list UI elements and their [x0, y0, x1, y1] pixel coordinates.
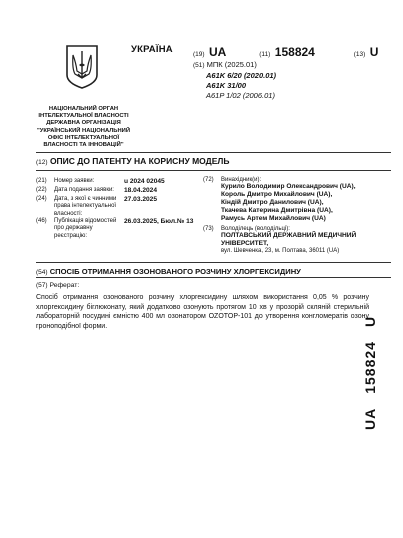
field-value: 27.03.2025	[124, 196, 158, 203]
side-country-code: UA	[362, 407, 378, 430]
inventor-name: Ткачева Катерина Дмитрівна (UA),	[221, 207, 333, 214]
office-line: ІНТЕЛЕКТУАЛЬНОЇ ВЛАСНОСТІ	[38, 113, 129, 120]
side-patent-label	[362, 250, 382, 430]
field-label: Номер заявки:	[54, 178, 95, 184]
code-57: (57)	[36, 282, 48, 289]
parties-block	[203, 177, 393, 254]
owner-address: вул. Шевченка, 23, м. Полтава, 36011 (UA)	[221, 248, 340, 254]
office-line: НАЦІОНАЛЬНИЙ ОРГАН	[48, 106, 119, 112]
invention-title-text: СПОСІБ ОТРИМАННЯ ОЗОНОВАНОГО РОЗЧИНУ ХЛОРГЕКСИДИНУ	[49, 267, 301, 276]
inventor-name: Курило Володимир Олександрович (UA),	[221, 183, 356, 190]
code-12: (12)	[36, 159, 48, 166]
code-13: (13)	[353, 51, 366, 58]
ipc-block	[193, 60, 276, 101]
invention-title	[36, 267, 301, 276]
field-value: 26.03.2025, Бюл.№ 13	[124, 218, 194, 225]
field-code: (73)	[203, 226, 214, 232]
field-value: 18.04.2024	[124, 187, 158, 194]
ipc-title: МПК (2025.01)	[206, 60, 257, 69]
abstract-label	[36, 282, 79, 289]
patent-number: 158824	[274, 45, 315, 59]
divider	[36, 152, 391, 153]
kind-code: U	[369, 45, 379, 59]
biblio-row	[36, 196, 196, 220]
field-label: Публікація відомостей про державну реєстрацію:	[54, 218, 117, 239]
divider	[36, 262, 391, 263]
owner-name: УНІВЕРСИТЕТ,	[221, 240, 269, 247]
inventor-name: Рамусь Артем Михайлович (UA)	[221, 215, 326, 222]
code-11: (11)	[259, 51, 271, 58]
office-line: "УКРАЇНСЬКИЙ НАЦІОНАЛЬНИЙ	[37, 127, 130, 134]
inventor-name: Король Дмитро Михайлович (UA),	[221, 191, 333, 198]
abstract-label-text: Реферат:	[49, 282, 80, 289]
document-title-text: ОПИС ДО ПАТЕНТУ НА КОРИСНУ МОДЕЛЬ	[49, 156, 230, 166]
inventor-name: Кіндій Дмитро Данилович (UA),	[221, 199, 324, 206]
field-label: Дата, з якої є чинними права інтелектуальної власності:	[54, 196, 117, 217]
abstract-text: Спосіб отримання озонованого розчину хлоргексидину шляхом використання 0,05 % розчину хлоргексидину біглюконату, який додатково озонують протягом 10 хв у прозорій скляній стерильній лабораторній посудині ємністю 400 мл озонатором OZOTOP-101 до утворення конгломератів озону гронoподібної форми.	[36, 294, 369, 330]
side-patent-number: 158824	[362, 341, 378, 394]
office-line: ВЛАСНОСТІ ТА ІННОВАЦІЙ"	[43, 142, 124, 149]
owner-name: ПОЛТАВСЬКИЙ ДЕРЖАВНИЙ МЕДИЧНИЙ	[221, 232, 357, 239]
field-label: Дата подання заявки:	[54, 187, 114, 193]
country-name: УКРАЇНА	[131, 44, 173, 55]
field-code: (72)	[203, 177, 214, 183]
field-label: Володілець (володільці):	[221, 226, 290, 232]
biblio-row	[36, 218, 196, 242]
field-label: Винахідник(и):	[221, 177, 262, 183]
ipc-class: A61K 31/00	[206, 81, 247, 90]
side-kind-code: U	[362, 315, 378, 328]
document-title	[36, 156, 229, 166]
coat-of-arms-icon	[66, 45, 98, 89]
ipc-class: A61P 1/02 (2006.01)	[206, 91, 275, 100]
ipc-class: A61K 6/20 (2020.01)	[206, 71, 277, 80]
patent-identifiers	[193, 43, 378, 61]
divider	[36, 170, 391, 171]
field-code: (24)	[36, 196, 47, 202]
office-line: ОФІС ІНТЕЛЕКТУАЛЬНОЇ	[47, 134, 120, 141]
biblio-row	[36, 187, 196, 195]
field-code: (22)	[36, 187, 47, 193]
issuing-office	[36, 106, 131, 149]
biblio-row	[36, 178, 196, 186]
code-51: (51)	[193, 62, 205, 69]
country-code: UA	[209, 45, 227, 59]
divider	[36, 277, 391, 278]
code-54: (54)	[36, 269, 48, 276]
inventors-block	[203, 177, 393, 223]
office-line: ДЕРЖАВНА ОРГАНІЗАЦІЯ	[46, 120, 121, 127]
field-value: u 2024 02045	[124, 178, 165, 185]
field-code: (21)	[36, 178, 47, 184]
field-code: (46)	[36, 218, 47, 224]
code-19: (19)	[193, 51, 205, 58]
